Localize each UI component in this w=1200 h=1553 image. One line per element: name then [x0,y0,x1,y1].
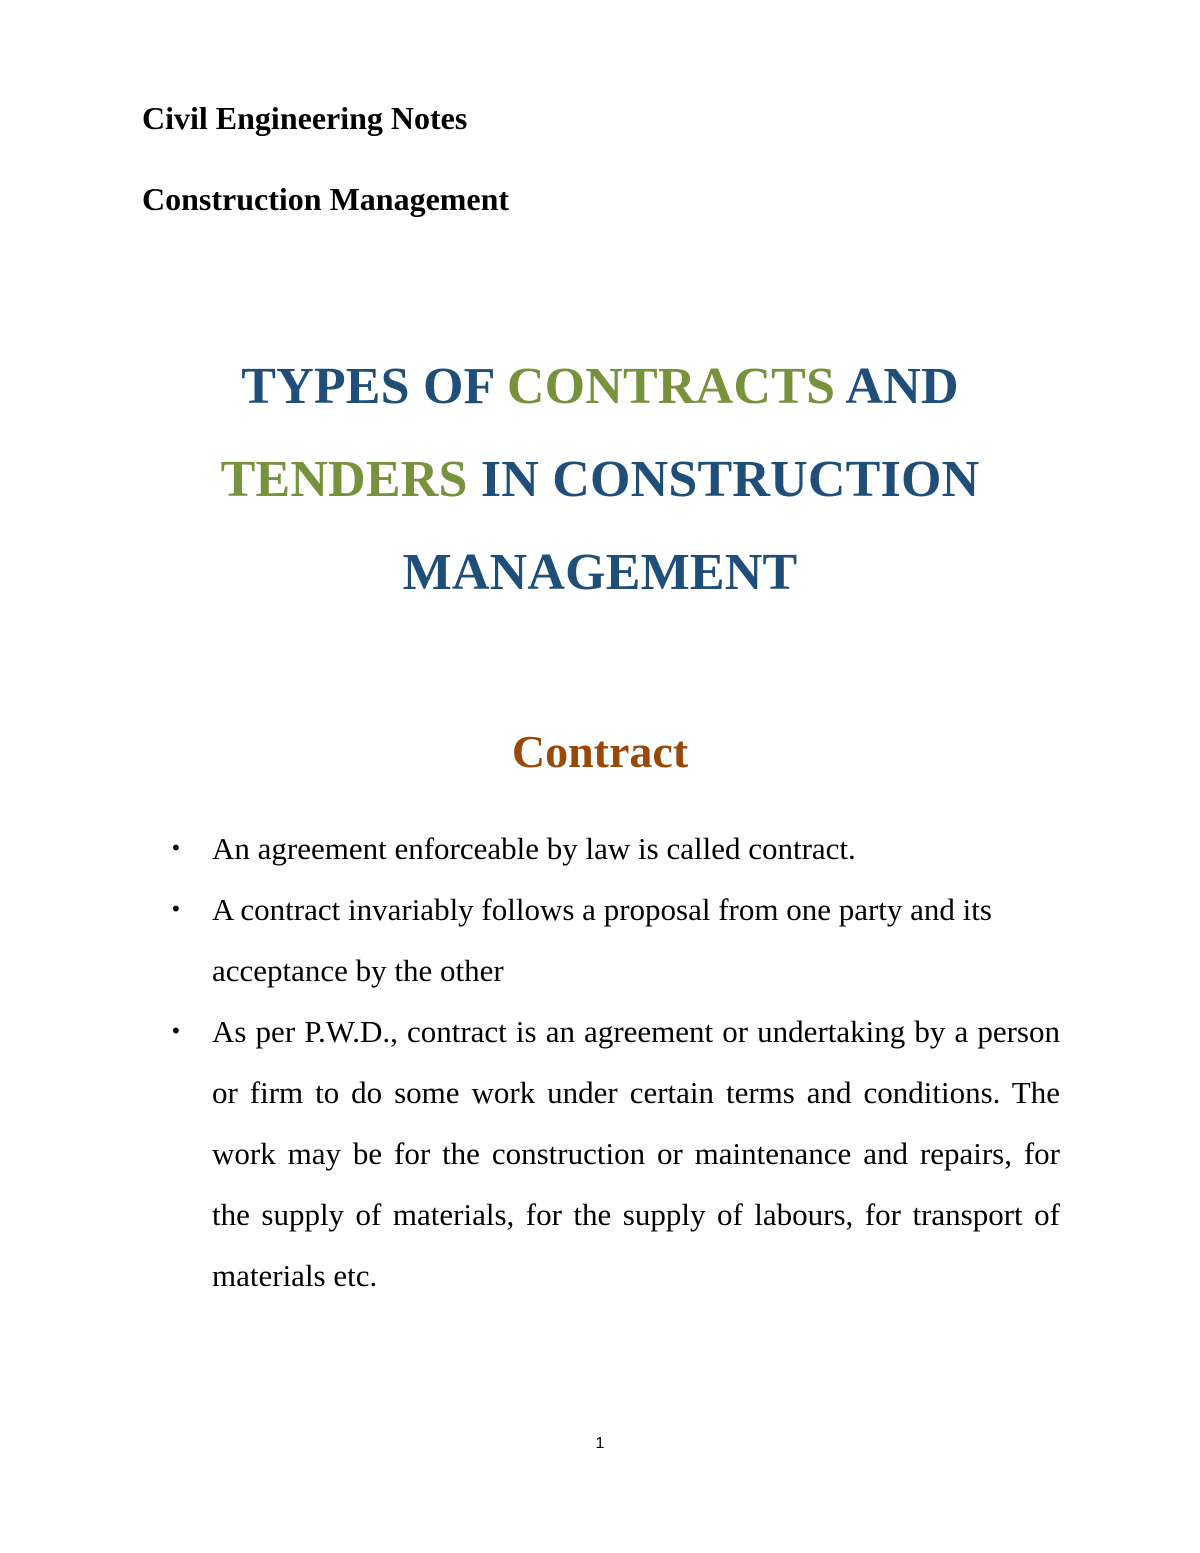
title-segment: IN CONSTRUCTION [467,451,980,508]
title-line-1 [100,340,1100,433]
title-segment: TENDERS [220,451,468,508]
subject-title: Construction Management [142,181,510,217]
title-segment: CONTRACTS [506,358,836,415]
bullet-text: As per P.W.D., contract is an agreement or undertaking by a person or firm to do some work under certain terms and conditions. The work may be for the construction or maintenance and repairs, for the supply of materials, for the supply of labours, for transport of materials etc. [212,1014,1060,1293]
list-item [170,1001,1060,1306]
title-segment: TYPES OF [241,358,507,415]
list-item [170,818,1060,879]
document-title [100,340,1100,619]
section-heading-contract: Contract [511,726,689,777]
list-item [170,879,1060,1001]
title-line-2 [100,433,1100,526]
bullet-icon: • [170,897,182,921]
title-segment: MANAGEMENT [402,544,798,601]
page-number: 1 [595,1435,605,1452]
course-title: Civil Engineering Notes [142,100,468,136]
title-segment: AND [835,358,959,415]
bullet-icon: • [170,1019,182,1043]
bullet-icon: • [170,836,182,860]
bullet-text: An agreement enforceable by law is called contract. [212,831,856,866]
contract-bullet-list [170,818,1060,1306]
title-line-3 [100,526,1100,619]
bullet-text: A contract invariably follows a proposal from one party and its acceptance by the other [212,892,992,988]
